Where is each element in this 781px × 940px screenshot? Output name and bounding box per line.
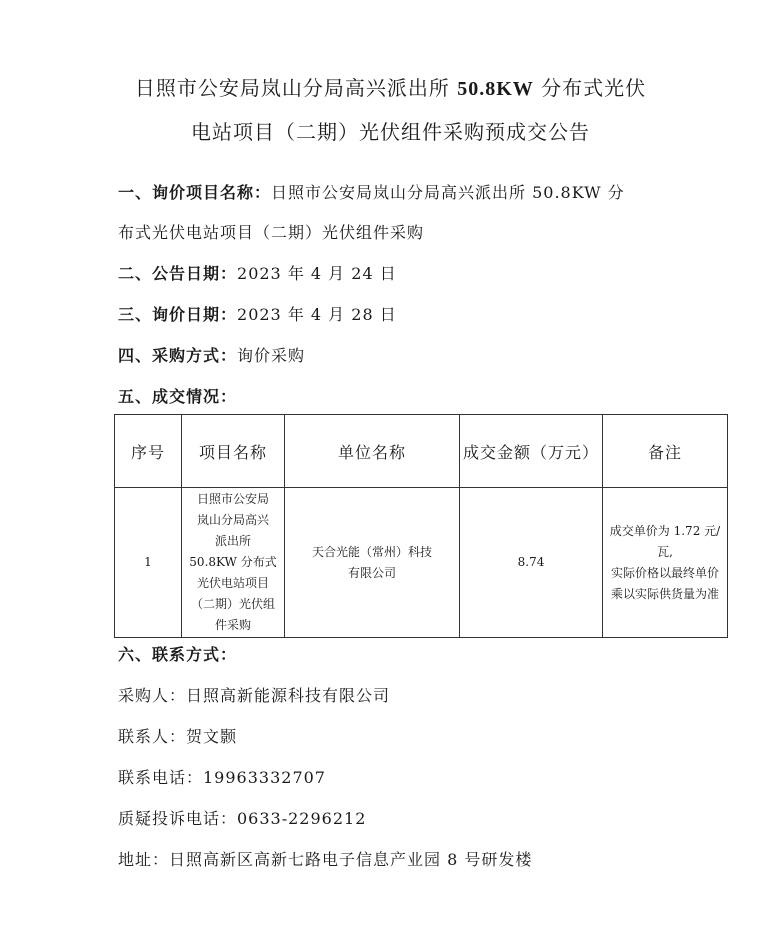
header-project: 项目名称: [182, 415, 285, 488]
table-header-row: [115, 415, 728, 488]
cell-remark: 成交单价为 1.72 元/瓦, 实际价格以最终单价 乘以实际供货量为准: [603, 488, 728, 638]
item3-label: 三、询价日期：: [118, 305, 238, 324]
header-company: 单位名称: [285, 415, 460, 488]
contact-buyer: 采购人：日照高新能源科技有限公司: [118, 686, 391, 705]
item4-row: [118, 343, 305, 366]
item5-label: 五、成交情况：: [118, 387, 238, 406]
item1-row: [118, 180, 625, 203]
cell-company: 天合光能（常州）科技 有限公司: [285, 488, 460, 638]
item3-row: [118, 302, 397, 325]
item3-value: 2023 年 4 月 28 日: [237, 305, 397, 324]
page-title-line1: 日照市公安局岚山分局高兴派出所 50.8KW 分布式光伏: [134, 76, 647, 100]
item1-value: 日照市公安局岚山分局高兴派出所 50.8KW 分: [271, 183, 625, 202]
header-no: 序号: [115, 415, 182, 488]
item1-label: 一、询价项目名称：: [118, 183, 272, 202]
item4-label: 四、采购方式：: [118, 346, 238, 365]
contact-person: 联系人：贺文颢: [118, 727, 238, 746]
contact-address: 地址：日照高新区高新七路电子信息产业园 8 号研发楼: [118, 850, 533, 869]
item1-value-cont: 布式光伏电站项目（二期）光伏组件采购: [118, 223, 425, 242]
item6-label: 六、联系方式：: [118, 645, 238, 664]
contact-complaint-phone: 质疑投诉电话：0633-2296212: [118, 809, 367, 828]
table-row: [115, 488, 728, 638]
item4-value: 询价采购: [237, 346, 306, 365]
cell-amount: 8.74: [460, 488, 603, 638]
header-amount: 成交金额（万元）: [460, 415, 603, 488]
contact-phone: 联系电话：19963332707: [118, 768, 326, 787]
cell-project: 日照市公安局 岚山分局高兴 派出所 50.8KW 分布式 光伏电站项目 （二期）光伏组 件采购: [182, 488, 285, 638]
item2-value: 2023 年 4 月 24 日: [237, 264, 397, 283]
result-table: [114, 414, 728, 638]
page-title-line2: 电站项目（二期）光伏组件采购预成交公告: [191, 120, 590, 144]
header-remark: 备注: [603, 415, 728, 488]
item2-label: 二、公告日期：: [118, 264, 238, 283]
cell-no: 1: [115, 488, 182, 638]
item2-row: [118, 261, 397, 284]
